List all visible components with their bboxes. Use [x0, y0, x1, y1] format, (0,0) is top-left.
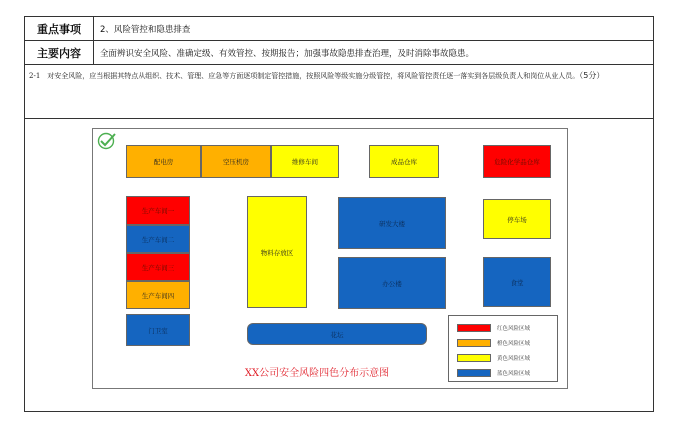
- item-row: [25, 65, 653, 119]
- zone-rd-building: 研发大楼: [338, 197, 446, 249]
- zone-canteen: 食堂: [483, 257, 551, 307]
- checkmark-icon: [97, 132, 117, 150]
- main-content-value: 全面辨识安全风险、准确定级、有效管控、按期报告；加强事故隐患排查治理，及时消除事故隐患。: [100, 48, 475, 59]
- zone-parking: 停车场: [483, 199, 551, 239]
- zone-compressor-room: 空压机房: [201, 145, 271, 178]
- key-item-label: 重点事项: [25, 17, 94, 40]
- zone-guard-room: 门卫室: [126, 314, 190, 346]
- zone-workshop-2: 生产车间二: [126, 225, 190, 253]
- zone-garden: 花坛: [247, 323, 427, 345]
- zone-workshop-4: 生产车间四: [126, 281, 190, 309]
- legend-item-yellow: [457, 353, 530, 363]
- item-score: （5分）: [579, 71, 605, 80]
- zone-workshop-1: 生产车间一: [126, 196, 190, 225]
- zone-workshop-3: 生产车间三: [126, 253, 190, 281]
- figure-title: XX公司安全风险四色分布示意图: [244, 368, 390, 379]
- main-content-row: [25, 41, 653, 65]
- zone-finished-warehouse: 成品仓库: [369, 145, 439, 178]
- legend-item-blue: [457, 368, 530, 378]
- zone-office-building: 办公楼: [338, 257, 446, 309]
- legend-swatch-blue: [457, 369, 491, 377]
- legend-item-red: [457, 323, 530, 333]
- legend-swatch-yellow: [457, 354, 491, 362]
- legend: [448, 315, 558, 382]
- legend-label: 红色风险区域: [497, 326, 531, 332]
- zone-material-storage: 物料存放区: [247, 196, 307, 308]
- legend-swatch-red: [457, 324, 491, 332]
- item-text: [29, 70, 649, 82]
- key-item-value: 2、风险管控和隐患排查: [100, 24, 191, 35]
- risk-distribution-figure: [92, 128, 568, 389]
- legend-label: 橙色风险区域: [497, 341, 531, 347]
- legend-label: 蓝色风险区域: [497, 371, 531, 377]
- legend-label: 黄色风险区域: [497, 356, 531, 362]
- zone-power-room: 配电房: [126, 145, 201, 178]
- legend-swatch-orange: [457, 339, 491, 347]
- item-description: 2-1 对安全风险，应当根据其特点从组织、技术、管理、应急等方面逐项制定管控措施，按照风险等级实施分级管控，将风险管控责任逐一落实到各层级负责人和岗位从业人员。: [29, 72, 580, 80]
- key-item-row: [25, 17, 653, 41]
- zone-maintenance-workshop: 维修车间: [271, 145, 339, 178]
- legend-item-orange: [457, 338, 530, 348]
- zone-chemical-store: 危险化学品仓库: [483, 145, 551, 178]
- main-content-label: 主要内容: [25, 41, 94, 64]
